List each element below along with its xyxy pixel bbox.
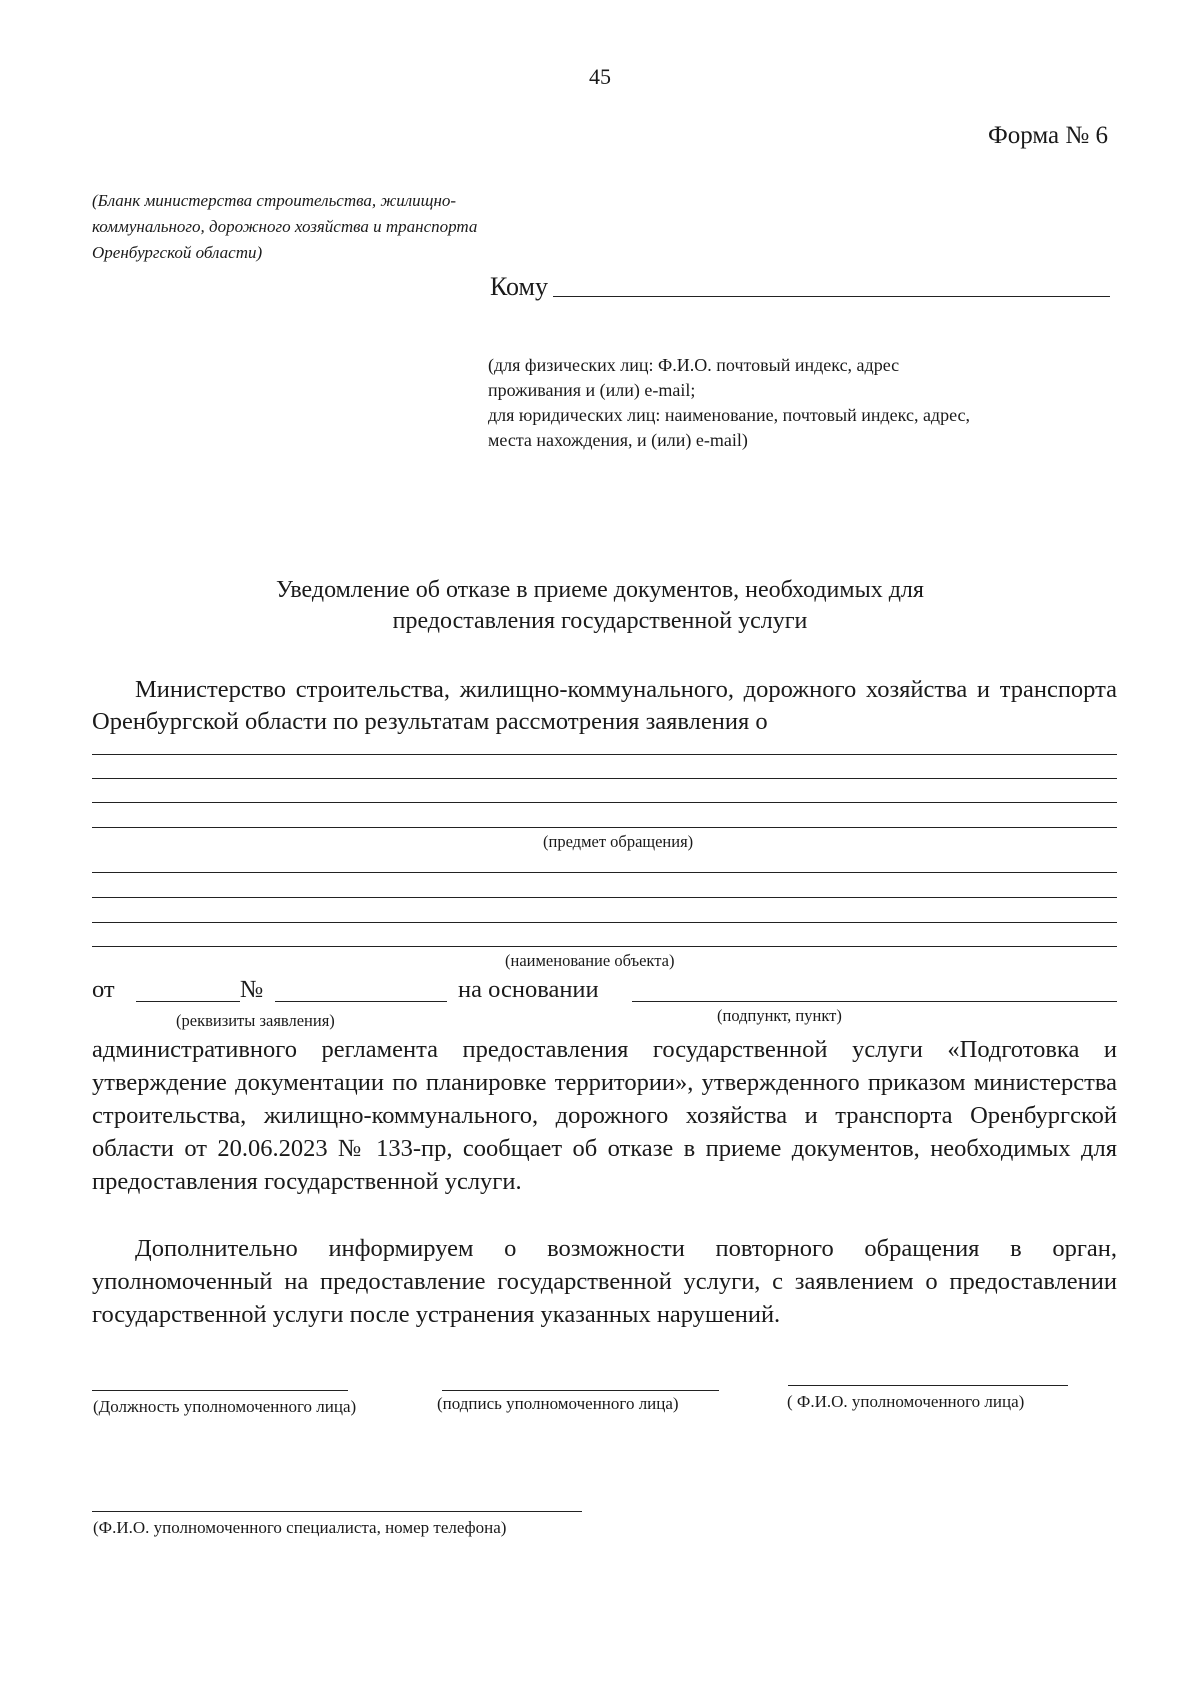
object-field-line[interactable] <box>92 897 1117 898</box>
recipient-note-line: для юридических лиц: наименование, почтовый индекс, адрес, <box>488 405 971 425</box>
from-label: от <box>92 976 115 1003</box>
letterhead-note-line: Оренбургской области) <box>92 243 263 262</box>
intro-paragraph <box>92 674 1117 738</box>
full-name-signature-line[interactable] <box>788 1385 1068 1386</box>
subject-field-line[interactable] <box>92 802 1117 803</box>
object-field-line[interactable] <box>92 946 1117 947</box>
application-number-field[interactable] <box>275 1001 447 1002</box>
additional-text: Дополнительно информируем о возможности повторного обращения в орган, уполномоченный на предоставление государственной услуги, с заявлением о предоставлении государственной услуги после устранения указанных нарушений. <box>92 1235 1117 1328</box>
recipient-label: Кому <box>490 272 549 301</box>
position-caption: (Должность уполномоченного лица) <box>93 1397 357 1416</box>
additional-paragraph <box>92 1232 1117 1331</box>
form-number: Форма № 6 <box>988 122 1108 149</box>
main-text: административного регламента предоставления государственной услуги «Подготовка и утверждение документации по планировке территории», утвержденного приказом министерства строительства, жилищно-коммунального, дорожного хозяйства и транспорта Оренбургской области от 20.06.2023 № 133-пр, сообщает об отказе в приеме документов, необходимых для предоставления государственной услуги. <box>92 1036 1117 1195</box>
specialist-caption: (Ф.И.О. уполномоченного специалиста, номер телефона) <box>93 1518 507 1537</box>
letterhead-note <box>92 188 612 266</box>
position-signature-line[interactable] <box>92 1390 348 1391</box>
object-field-line[interactable] <box>92 872 1117 873</box>
specialist-line[interactable] <box>92 1511 582 1512</box>
notice-title <box>0 575 1200 637</box>
signature-line[interactable] <box>442 1390 719 1391</box>
notice-title-line: Уведомление об отказе в приеме документов, необходимых для <box>276 577 924 603</box>
recipient-note-line: (для физических лиц: Ф.И.О. почтовый индекс, адрес <box>488 355 900 375</box>
application-date-field[interactable] <box>136 1001 240 1002</box>
subject-field-line[interactable] <box>92 778 1117 779</box>
application-reference-row <box>92 976 1117 1008</box>
subject-caption: (предмет обращения) <box>543 832 694 851</box>
basis-label: на основании <box>458 976 599 1003</box>
subject-field-line[interactable] <box>92 754 1117 755</box>
number-sign: № <box>240 976 264 1003</box>
notice-title-line: предоставления государственной услуги <box>392 608 808 634</box>
letterhead-note-line: коммунального, дорожного хозяйства и транспорта <box>92 217 478 236</box>
letterhead-note-line: (Бланк министерства строительства, жилищно- <box>92 191 457 210</box>
basis-clause-field[interactable] <box>632 1001 1117 1002</box>
object-caption: (наименование объекта) <box>505 951 675 970</box>
main-paragraph <box>92 1033 1117 1198</box>
recipient-note <box>488 353 1128 453</box>
page-number: 45 <box>589 64 611 89</box>
intro-text: Министерство строительства, жилищно-коммунального, дорожного хозяйства и транспорта Оренбургской области по результатам рассмотрения заявления о <box>92 676 1117 735</box>
object-field-line[interactable] <box>92 922 1117 923</box>
recipient-note-line: места нахождения, и (или) e-mail) <box>488 430 748 450</box>
subject-field-line[interactable] <box>92 827 1117 828</box>
application-details-caption: (реквизиты заявления) <box>176 1011 335 1030</box>
clause-caption: (подпункт, пункт) <box>717 1006 842 1025</box>
recipient-field[interactable] <box>553 296 1110 297</box>
full-name-caption: ( Ф.И.О. уполномоченного лица) <box>787 1392 1025 1411</box>
signature-caption: (подпись уполномоченного лица) <box>437 1394 679 1413</box>
recipient-note-line: проживания и (или) e-mail; <box>488 380 696 400</box>
